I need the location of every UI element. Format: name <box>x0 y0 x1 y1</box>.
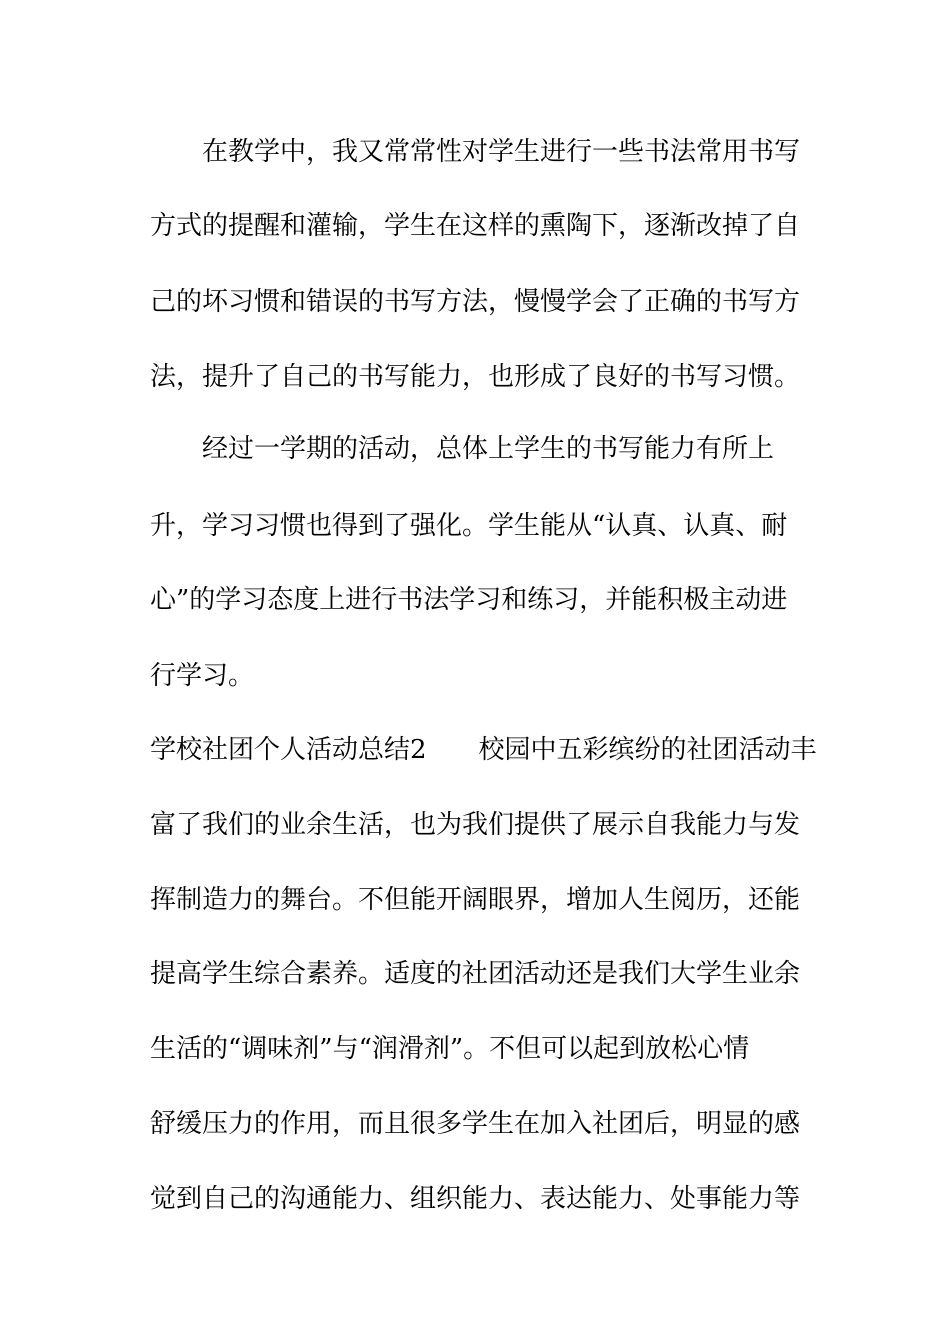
paragraph-line: 升，学习习惯也得到了强化。学生能从“认真、认真、耐 <box>150 511 788 541</box>
paragraph-line: 法，提升了自己的书写能力，也形成了良好的书写习惯。 <box>150 362 801 392</box>
paragraph-line: 方式的提醒和灌输，学生在这样的熏陶下，逐渐改掉了自 <box>150 211 801 241</box>
paragraph-line: 心”的学习态度上进行书法学习和练习，并能积极主动进 <box>150 585 788 615</box>
paragraph-line: 己的坏习惯和错误的书写方法，慢慢学会了正确的书写方 <box>150 287 801 317</box>
paragraph-line: 觉到自己的沟通能力、组织能力、表达能力、处事能力等 <box>150 1184 801 1214</box>
paragraph-line: 挥制造力的舞台。不但能开阔眼界，增加人生阅历，还能 <box>150 885 801 915</box>
paragraph-line: 行学习。 <box>150 661 255 691</box>
paragraph-line: 经过一学期的活动，总体上学生的书写能力有所上 <box>202 434 775 464</box>
section-heading-line: 学校社团个人活动总结2 校园中五彩缤纷的社团活动丰 <box>150 735 817 765</box>
paragraph-line: 舒缓压力的作用，而且很多学生在加入社团后，明显的感 <box>150 1109 801 1139</box>
paragraph-line: 提高学生综合素养。适度的社团活动还是我们大学生业余 <box>150 959 801 989</box>
paragraph-line: 生活的“调味剂”与“润滑剂”。不但可以起到放松心情 <box>150 1034 750 1064</box>
paragraph-line: 在教学中，我又常常性对学生进行一些书法常用书写 <box>202 137 801 167</box>
paragraph-line: 富了我们的业余生活，也为我们提供了展示自我能力与发 <box>150 810 801 840</box>
